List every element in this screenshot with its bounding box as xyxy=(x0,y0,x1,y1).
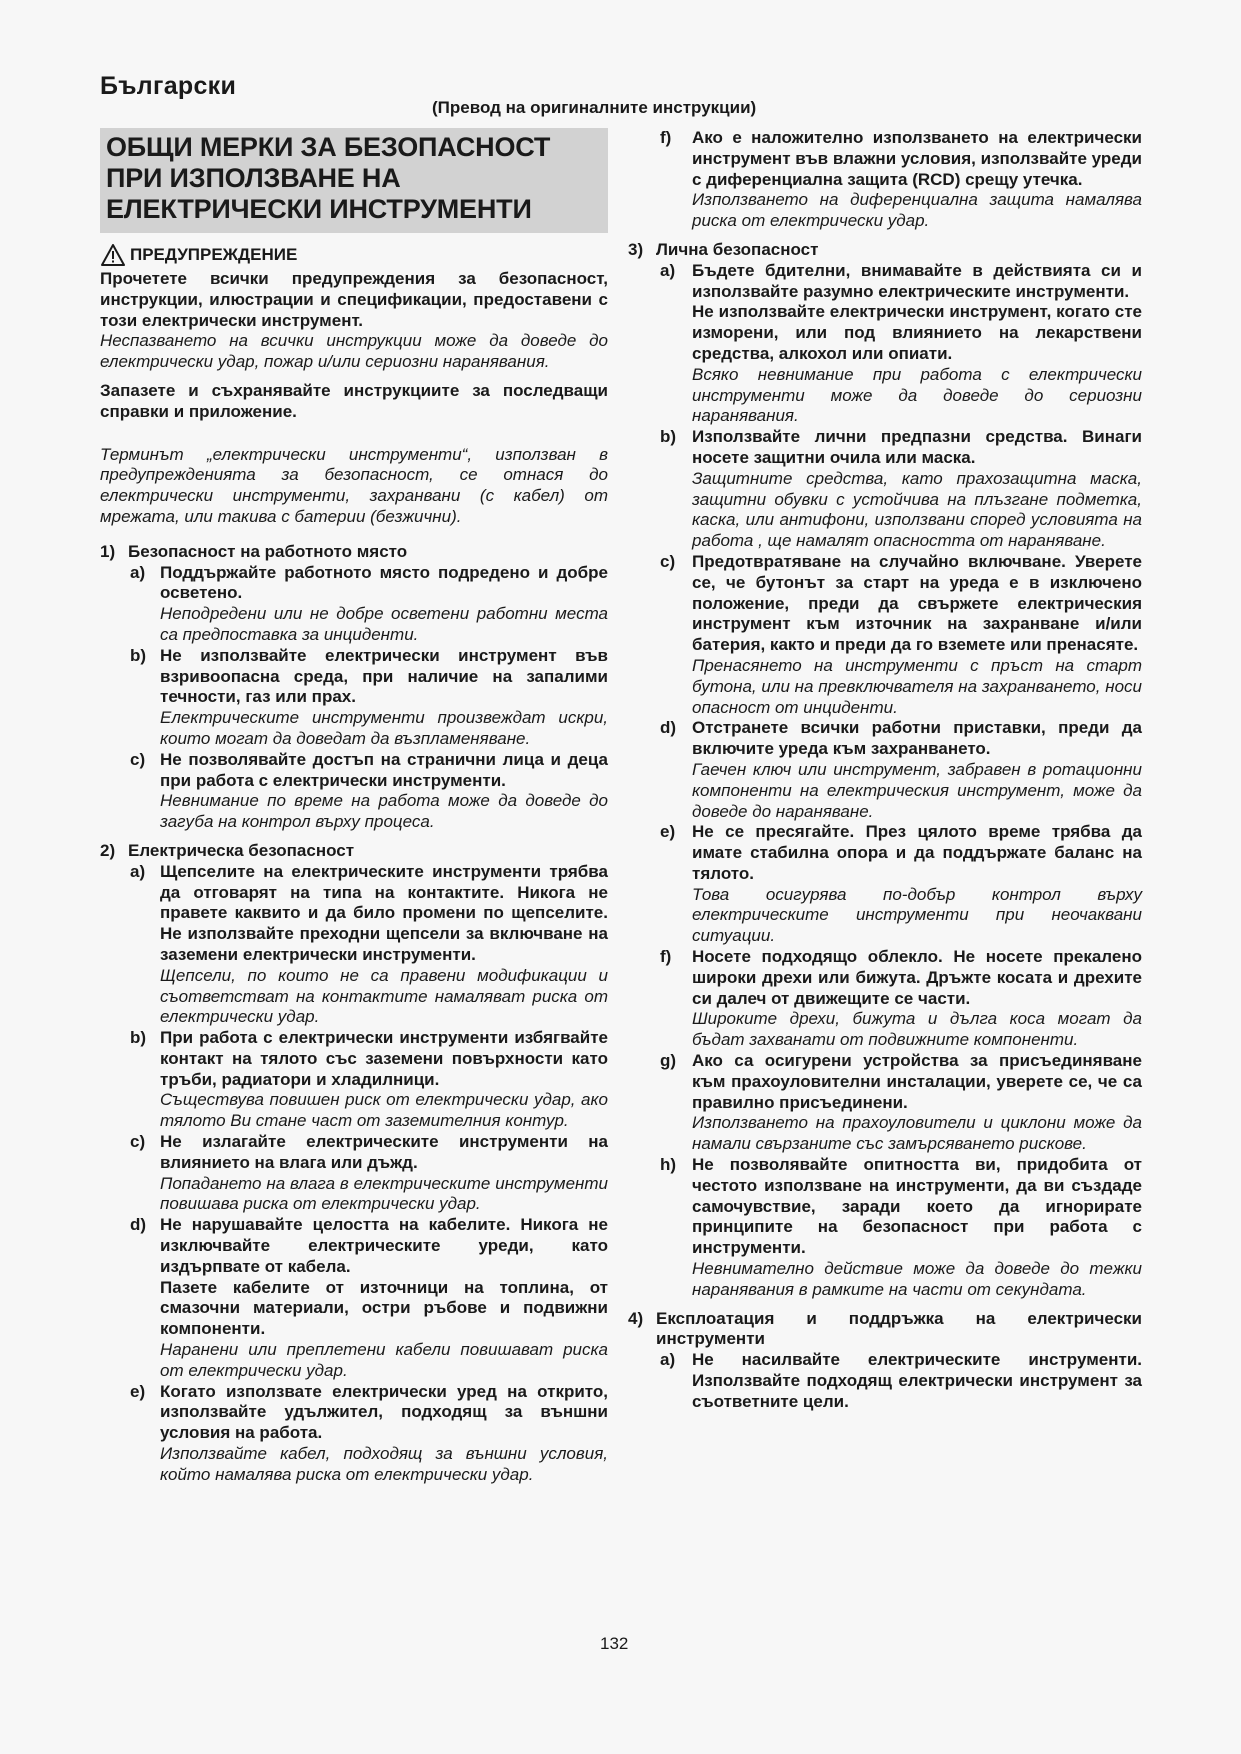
section-3-title: 3) Лична безопасност xyxy=(628,239,819,259)
intro-bold: Прочетете всички предупреждения за безопасност, инструкции, илюстрации и спецификации, предоставени с този електрически инструмент. xyxy=(100,269,608,330)
section-2-title: 2) Електрическа безопасност xyxy=(100,840,355,860)
list-item: b) Използвайте лични предпазни средства. Винаги носете защитни очила или маска. Защитните средства, като прахозащитна маска, защитни обувки с устойчива на плъзгане подметка, каска, или антифони, използвани според условията на работа , ще намалят опасността от нараняване. xyxy=(660,427,1142,551)
list-item: h) Не позволявайте опитността ви, придобита от честото използване на инструменти, да ви създаде самочувствие, заради което да игнорирате принципите на безопасност при работа с инструменти. Невнимателно действие може да доведе до тежки наранявания в рамките на части от секундата. xyxy=(660,1155,1142,1299)
list-item: a) Поддържайте работното място подредено и добре осветено. Неподредени или не добре осветени работни места са предпоставка за инциденти. xyxy=(130,562,608,644)
warning-label: ПРЕДУПРЕЖДЕНИЕ xyxy=(130,244,298,264)
warning-triangle-icon xyxy=(100,243,126,267)
list-item: d) Отстранете всички работни приставки, преди да включите уреда към захранването. Гаечен ключ или инструмент, забравен в ротационни компоненти на електрическия инструмент, може да доведе до нараняване. xyxy=(660,718,1142,821)
right-column xyxy=(628,128,1142,1413)
section-heading: ОБЩИ МЕРКИ ЗА БЕЗОПАСНОСТ ПРИ ИЗПОЛЗВАНЕ НА ЕЛЕКТРИЧЕСКИ ИНСТРУМЕНТИ xyxy=(100,128,608,233)
list-item: c) Не излагайте електрическите инструменти на влиянието на влага или дъжд. Попадането на влага в електрическите инструменти повишава риска от електрически удар. xyxy=(130,1132,608,1214)
section-4-title: 4) Експлоатация и поддръжка на електрически инструменти xyxy=(628,1308,1142,1349)
list-item: c) Не позволявайте достъп на странични лица и деца при работа с електрически инструменти. Невнимание по време на работа може да доведе до загуба на контрол върху процеса. xyxy=(130,749,608,832)
intro-italic: Неспазването на всички инструкции може да доведе до електрически удар, пожар и/или сериозни наранявания. xyxy=(100,331,608,372)
language-title: Български xyxy=(100,72,237,100)
list-item: e) Не се пресягайте. През цялото време трябва да имате стабилна опора и да поддържате баланс на тялото. Това осигурява по-добър контрол върху електрическите инструменти при неочаквани ситуации. xyxy=(660,822,1142,946)
list-item: f) Ако е наложително използването на електрически инструмент във влажни условия, използвайте уреди с диференциална защита (RCD) срещу утечка. Използването на диференциална защита намалява риска от електрически удар. xyxy=(660,128,1142,231)
list-item: e) Когато използвате електрически уред на открито, използвайте удължител, подходящ за външни условия на работа. Използвайте кабел, подходящ за външни условия, който намалява риска от електрически удар. xyxy=(130,1381,608,1484)
warning-header xyxy=(100,243,608,267)
left-column xyxy=(100,128,608,1486)
term-definition: Терминът „електрически инструменти“, използван в предупрежденията за безопасност, се отнася до електрически инструменти, захранвани (с кабел) от мрежата, или такива с батерии (безжични). xyxy=(100,444,608,526)
list-item: a) Щепселите на електрическите инструменти трябва да отговарят на типа на контактите. Никога не правете каквито и да било промени по щепселите. Не използвайте преходни щепсели за включване на заземени електрически инструменти. Щепсели, по които не са правени модификации и съответстват на контактите намаляват риска от електрически удар. xyxy=(130,861,608,1027)
list-item: g) Ако са осигурени устройства за присъединяване към прахоуловителни инсталации, уверете се, че са правилно присъединени. Използването на прахоуловители и циклони може да намали свързаните със замърсяването рискове. xyxy=(660,1051,1142,1154)
translation-subtitle: (Превод на оригиналните инструкции) xyxy=(432,98,757,117)
list-item: a) Не насилвайте електрическите инструменти. Използвайте подходящ електрически инструмент за съответните цели. xyxy=(660,1350,1142,1411)
page-number: 132 xyxy=(600,1634,629,1653)
list-item: c) Предотвратяване на случайно включване. Уверете се, че бутонът за старт на уреда е в изключено положение, преди да свържете електрическия инструмент към източник на захранване и/или батерия, както и преди да го вземете или пренасяте. Пренасянето на инструменти с пръст на старт бутона, или на превключвателя на захранването, носи опасност от инциденти. xyxy=(660,551,1142,717)
keep-instructions: Запазете и съхранявайте инструкциите за последващи справки и приложение. xyxy=(100,380,608,421)
list-item: f) Носете подходящо облекло. Не носете прекалено широки дрехи или бижута. Дръжте косата и дрехите си далеч от движещите се части. Широките дрехи, бижута и дълга коса могат да бъдат захванати от подвижните компоненти. xyxy=(660,947,1142,1050)
list-item: d) Не нарушавайте целостта на кабелите. Никога не изключвайте електрическите уреди, като издърпвате от кабела. Пазете кабелите от източници на топлина, от смазочни материали, остри ръбове и подвижни компоненти. Наранени или преплетени кабели повишават риска от електрически удар. xyxy=(130,1215,608,1380)
list-item: b) При работа с електрически инструменти избягвайте контакт на тялото със заземени повърхности като тръби, радиатори и хладилници. Съществува повишен риск от електрически удар, ако тялото Ви стане част от заземителния контур. xyxy=(130,1028,608,1131)
list-item: b) Не използвайте електрически инструмент във взривоопасна среда, при наличие на запалими течности, газ или прах. Електрическите инструменти произвеждат искри, които могат да доведат да възпламеняване. xyxy=(130,645,608,748)
section-1-title: 1) Безопасност на работното място xyxy=(100,541,408,561)
list-item: a) Бъдете бдителни, внимавайте в действията си и използвайте разумно електрическите инструменти. Не използвайте електрически инструмент, когато сте изморени, или под влиянието на лекарствени средства, алкохол или опиати. Всяко невнимание при работа с електрически инструменти може да доведе до сериозни наранявания. xyxy=(660,260,1142,426)
